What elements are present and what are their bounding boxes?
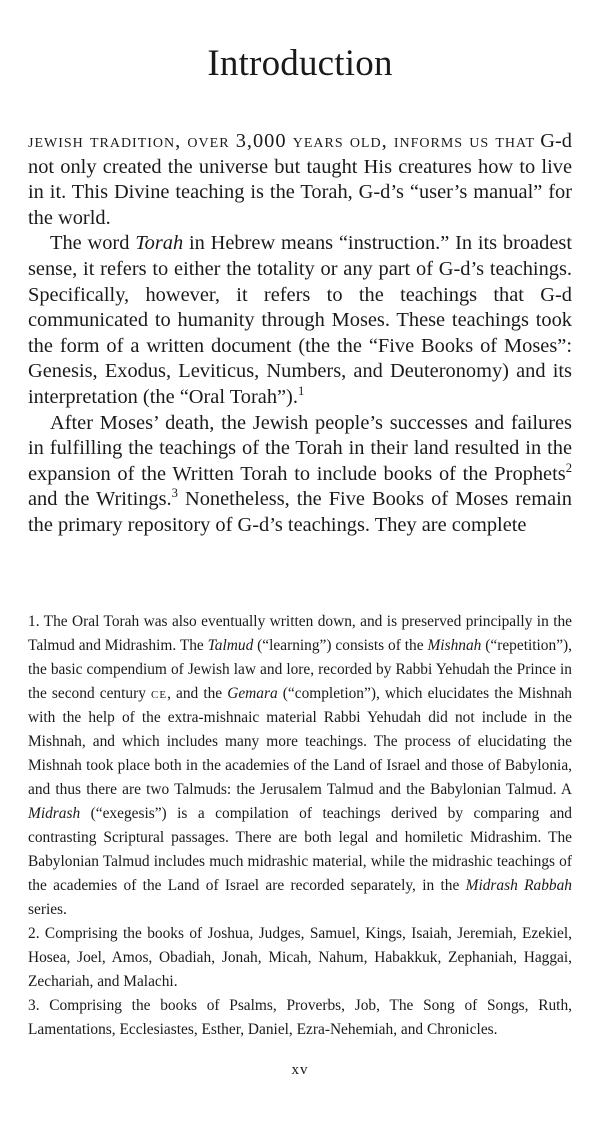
footnote-3: 3. Comprising the books of Psalms, Proverbs, Job, The Song of Songs, Ruth, Lamentations, Ecclesiastes, Esther, Daniel, Ezra-Nehemiah, and Chronicles.	[28, 997, 572, 1038]
footnote-1-text: (“completion”), which elucidates the Mishnah with the help of the extra-mishnaic material Rabbi Yehudah did not include in the Mishnah, and which includes many more teachings. The process of elucidating the Mishnah took place both in the academies of the Land of Israel and those of Babylonia, and thus there are two Talmuds: the Jerusalem Talmud and the Babylonian Talmud. A	[28, 685, 573, 798]
paragraph-3	[28, 411, 572, 539]
opening-small-caps: jewish tradition, over 3,000 years old, informs us that	[28, 130, 536, 152]
footnote-1-italic: Talmud	[207, 637, 254, 654]
paragraph-3-text-b: and the Writings.	[28, 488, 172, 511]
footnote-1-text: (“repetition”), the basic compendium of Jewish law and lore, recorded by Rabbi Yehudah the Prince in the second century	[28, 637, 572, 702]
footnote-ref-1[interactable]: 1	[297, 384, 305, 399]
paragraph-3-text-a: After Moses’ death, the Jewish people’s successes and failures in fulfilling the teachings of the Torah in their land resulted in the expansion of the Written Torah to include books of the Prophets	[28, 411, 572, 485]
main-text	[28, 129, 572, 539]
footnote-1-small-caps: ce	[151, 685, 168, 702]
book-page	[28, 0, 573, 1078]
chapter-title: Introduction	[207, 43, 393, 84]
paragraph-1	[28, 129, 572, 231]
paragraph-1-text: G-d not only created the universe but taught His creatures how to live in it. This Divine teaching is the Torah, G-d’s “user’s manual” for the world.	[28, 130, 572, 229]
footnote-1-italic: Mishnah	[427, 637, 482, 654]
footnote-ref-3[interactable]: 3	[171, 486, 178, 501]
paragraph-3-text-c: Nonetheless, the Five Books of Moses remain the primary repository of G-d’s teachings. They are complete	[28, 488, 572, 536]
paragraph-2-text-a: The word	[50, 232, 136, 255]
footnote-1-text: , and the	[167, 685, 228, 702]
footnotes	[28, 610, 572, 1042]
footnote-2: 2. Comprising the books of Joshua, Judges, Samuel, Kings, Isaiah, Jeremiah, Ezekiel, Hosea, Joel, Amos, Obadiah, Jonah, Micah, Nahum, Habakkuk, Zephaniah, Haggai, Zechariah, and Malachi.	[28, 925, 572, 990]
footnote-1-text: (“exegesis”) is a compilation of teachings derived by comparing and contrasting Scriptural passages. There are both legal and homiletic Midrashim. The Babylonian Talmud includes much midrashic material, while the midrashic teachings of the academies of the Land of Israel are recorded separately, in the	[28, 805, 572, 894]
footnote-1-text: (“learning”) consists of the	[253, 637, 428, 654]
footnote-ref-2[interactable]: 2	[565, 460, 572, 475]
paragraph-2-italic-torah: Torah	[135, 232, 184, 255]
footnote-1-italic: Midrash Rabbah	[465, 877, 572, 894]
paragraph-2-text-c: in Hebrew means “instruction.” In its broadest sense, it refers to either the totality or any part of G-d’s teachings. Specifically, however, it refers to the teachings that G-d communicated to humanity through Moses. These teachings took the form of a written document (the the “Five Books of Moses”: Genesis, Exodus, Leviticus, Numbers, and Deuteronomy) and its interpretation (the “Oral Torah”).	[28, 232, 572, 408]
footnote-1-text: series.	[28, 901, 67, 918]
paragraph-2	[28, 231, 572, 410]
page-number: xv	[291, 1062, 309, 1078]
footnote-1-italic: Gemara	[227, 685, 278, 702]
footnote-1-text: 1. The Oral Torah was also eventually written down, and is preserved principally in the Talmud and Midrashim. The	[28, 613, 572, 654]
footnote-1	[28, 610, 572, 922]
footnote-1-italic: Midrash	[28, 805, 81, 822]
